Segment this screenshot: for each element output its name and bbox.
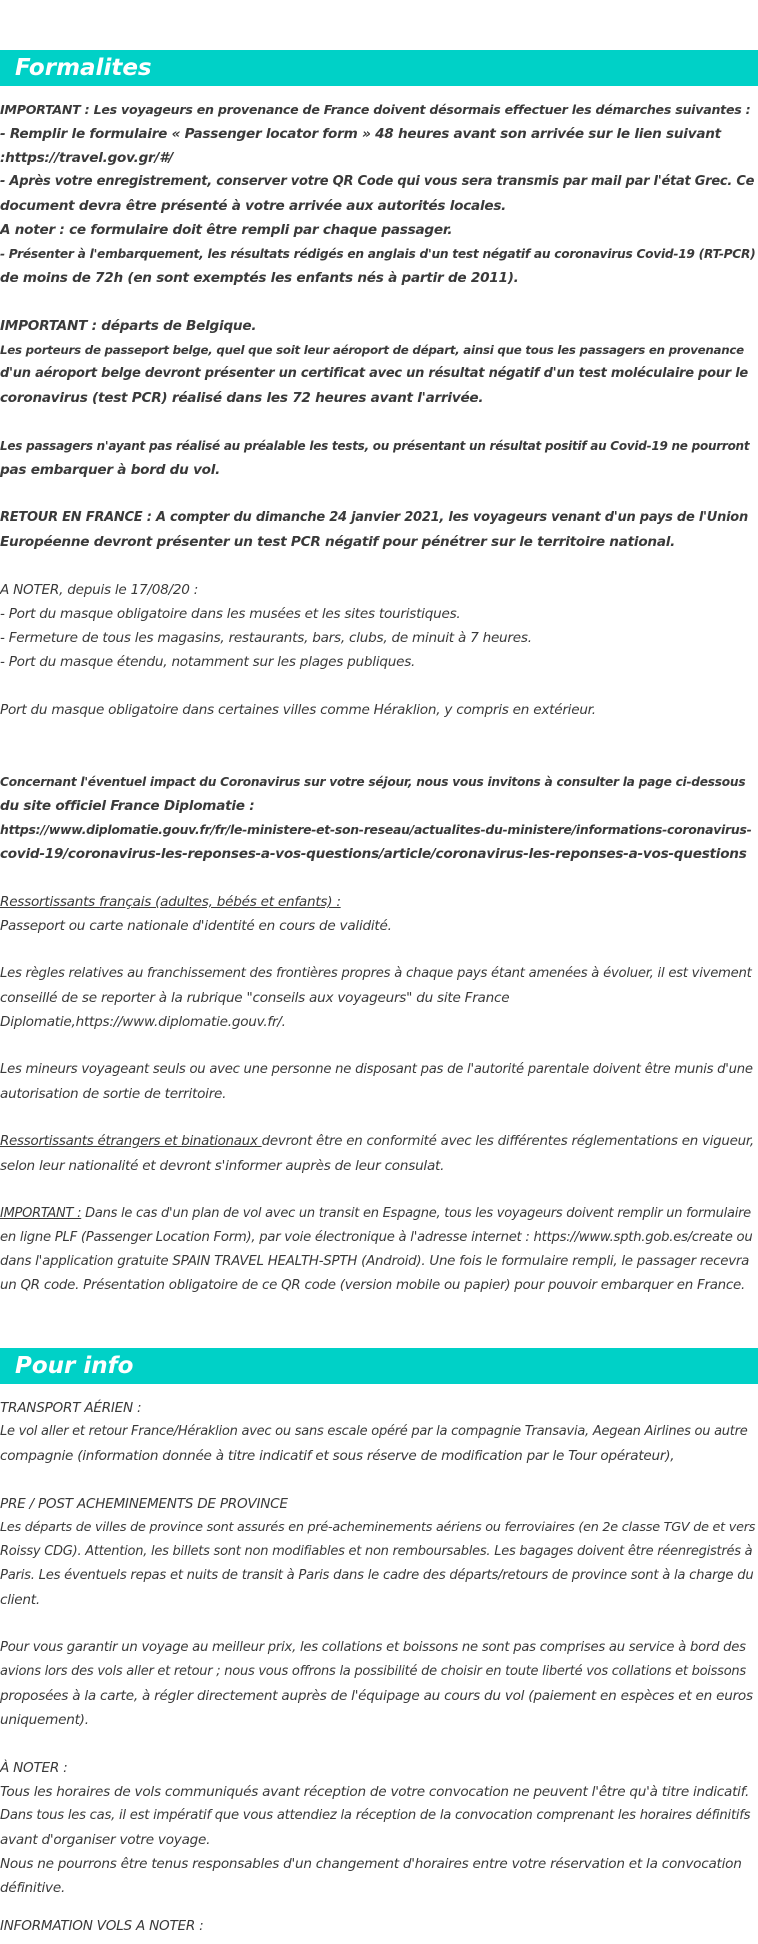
text-segment: devront être en conformité avec les différentes réglementations en vigueur,: [261, 1134, 754, 1149]
text-line: - Port du masque étendu, notamment sur les plages publiques.: [0, 654, 416, 670]
text-line: - Remplir le formulaire « Passenger locator form » 48 heures avant son arrivée sur le lien suivant: [0, 126, 721, 142]
text-line: Les passagers n'ayant pas réalisé au préalable les tests, ou présentant un résultat positif au Covid-19 ne pourront: [0, 439, 750, 453]
paragraph-mask-cities: [0, 698, 756, 722]
paragraph-return-france: [0, 506, 756, 554]
text-line: avions lors des vols aller et retour ; nous vous offrons la possibilité de choisir en toute liberté vos collations et boissons: [0, 1664, 746, 1679]
section-header-formalites: [0, 50, 758, 86]
text-line: d'un aéroport belge devront présenter un certificat avec un résultat négatif d'un test moléculaire pour le: [0, 366, 749, 381]
section-title-formalites: Formalites: [15, 55, 152, 81]
link-diplomatie-coronavirus[interactable]: covid-19/coronavirus-les-reponses-a-vos-questions/article/coronavirus-les-reponses-a-vos-questions: [0, 846, 747, 862]
text-line: avant d'organiser votre voyage.: [0, 1832, 211, 1848]
text-line: IMPORTANT : Les voyageurs en provenance de France doivent désormais effectuer les démarches suivantes :: [0, 102, 751, 117]
text-line: Les mineurs voyageant seuls ou avec une personne ne disposant pas de l'autorité parentale doivent être munis d'une: [0, 1062, 753, 1077]
paragraph-note-since: [0, 578, 756, 674]
text-line: IMPORTANT : départs de Belgique.: [0, 318, 257, 334]
text-line: RETOUR EN FRANCE : A compter du dimanche 24 janvier 2021, les voyageurs venant d'un pays de l'Union: [0, 510, 748, 525]
paragraph-transport: [0, 1396, 756, 1468]
text-line: - Après votre enregistrement, conserver votre QR Code qui vous sera transmis par mail par l'état Grec. Ce: [0, 174, 755, 189]
text-line: client.: [0, 1592, 40, 1608]
paragraph-snacks: [0, 1636, 756, 1732]
text-line: conseillé de se reporter à la rubrique "conseils aux voyageurs" du site France: [0, 990, 510, 1006]
text-line: Européenne devront présenter un test PCR négatif pour pénétrer sur le territoire national.: [0, 534, 676, 550]
text-line: uniquement).: [0, 1712, 89, 1728]
text-line: en ligne PLF (Passenger Location Form), par voie électronique à l'adresse internet : https://www.spth.gob.es/create ou: [0, 1230, 753, 1245]
text-line: Nous ne pourrons être tenus responsables d'un changement d'horaires entre votre réservation et la convocation: [0, 1856, 742, 1872]
text-line: définitive.: [0, 1880, 66, 1896]
section-header-pour-info: [0, 1348, 758, 1384]
text-line: À NOTER :: [0, 1760, 68, 1776]
text-line: Les règles relatives au franchissement des frontières propres à chaque pays étant amenées à évoluer, il est vivement: [0, 966, 752, 981]
heading-french-nationals: Ressortissants français (adultes, bébés et enfants) :: [0, 894, 341, 910]
text-line: de moins de 72h (en sont exemptés les enfants nés à partir de 2011).: [0, 270, 519, 286]
paragraph-belgium: [0, 314, 756, 410]
text-line: Tous les horaires de vols communiqués avant réception de votre convocation ne peuvent l'être qu'à titre indicatif.: [0, 1784, 750, 1800]
paragraph-flights-note: [0, 1914, 756, 1938]
heading-important: IMPORTANT :: [0, 1206, 82, 1221]
text-line: Passeport ou carte nationale d'identité en cours de validité.: [0, 918, 392, 934]
paragraph-province: [0, 1492, 756, 1612]
text-line: Les porteurs de passeport belge, quel que soit leur aéroport de départ, ainsi que tous les passagers en provenance: [0, 343, 744, 357]
text-line: Le vol aller et retour France/Héraklion avec ou sans escale opéré par la compagnie Transavia, Aegean Airlines ou autre: [0, 1424, 748, 1439]
paragraph-diplomatie: [0, 770, 756, 866]
text-line: - Fermeture de tous les magasins, restaurants, bars, clubs, de minuit à 7 heures.: [0, 630, 532, 646]
text-line: Roissy CDG). Attention, les billets sont non modifiables et non remboursables. Les bagages doivent être réenregistrés à: [0, 1544, 753, 1559]
link-diplomatie-coronavirus[interactable]: https://www.diplomatie.gouv.fr/fr/le-ministere-et-son-reseau/actualites-du-ministere/informations-coronavirus-: [0, 822, 752, 837]
text-line: Paris. Les éventuels repas et nuits de transit à Paris dans le cadre des départs/retours de province sont à la charge du: [0, 1568, 754, 1583]
paragraph-border-rules: [0, 962, 756, 1034]
paragraph-france-origin: [0, 98, 756, 290]
text-line: coronavirus (test PCR) réalisé dans les 72 heures avant l'arrivée.: [0, 390, 484, 406]
text-line: INFORMATION VOLS A NOTER :: [0, 1918, 204, 1934]
paragraph-foreign-nationals: [0, 1130, 756, 1178]
paragraph-schedules: [0, 1756, 756, 1900]
text-segment: Dans le cas d'un plan de vol avec un transit en Espagne, tous les voyageurs doivent remplir un formulaire: [81, 1206, 751, 1221]
text-line: compagnie (information donnée à titre indicatif et sous réserve de modification par le Tour opérateur),: [0, 1448, 675, 1464]
text-line: A NOTER, depuis le 17/08/20 :: [0, 582, 199, 598]
paragraph-spain-transit: [0, 1202, 756, 1298]
text-line: pas embarquer à bord du vol.: [0, 462, 221, 478]
text-line: [0, 1202, 756, 1226]
text-line: Concernant l'éventuel impact du Coronavirus sur votre séjour, nous vous invitons à consulter la page ci-dessous: [0, 775, 746, 789]
text-line: - Port du masque obligatoire dans les musées et les sites touristiques.: [0, 606, 461, 622]
text-line: TRANSPORT AÉRIEN :: [0, 1400, 142, 1416]
text-line: selon leur nationalité et devront s'informer auprès de leur consulat.: [0, 1158, 445, 1174]
text-line: A noter : ce formulaire doit être rempli par chaque passager.: [0, 222, 453, 238]
text-line: PRE / POST ACHEMINEMENTS DE PROVINCE: [0, 1496, 288, 1512]
text-line: - Présenter à l'embarquement, les résultats rédigés en anglais d'un test négatif au coronavirus Covid-19 (RT-PCR): [0, 247, 756, 261]
text-line: un QR code. Présentation obligatoire de ce QR code (version mobile ou papier) pour pouvoir embarquer en France.: [0, 1278, 745, 1293]
paragraph-minors: [0, 1058, 756, 1106]
link-travel-gov-gr[interactable]: :https://travel.gov.gr/#/: [0, 150, 174, 166]
text-line: Dans tous les cas, il est impératif que vous attendiez la réception de la convocation comprenant les horaires définitifs: [0, 1808, 751, 1823]
paragraph-french-nationals: [0, 890, 756, 938]
text-line: du site officiel France Diplomatie :: [0, 798, 255, 814]
text-line: [0, 1130, 756, 1154]
text-line: autorisation de sortie de territoire.: [0, 1086, 227, 1102]
heading-foreign-nationals: Ressortissants étrangers et binationaux: [0, 1134, 262, 1149]
section-title-pour-info: Pour info: [15, 1353, 134, 1379]
paragraph-no-test: [0, 434, 756, 482]
text-line: document devra être présenté à votre arrivée aux autorités locales.: [0, 198, 507, 214]
text-line: dans l'application gratuite SPAIN TRAVEL HEALTH-SPTH (Android). Une fois le formulaire rempli, le passager recevra: [0, 1254, 750, 1269]
text-line: Pour vous garantir un voyage au meilleur prix, les collations et boissons ne sont pas comprises au service à bord des: [0, 1640, 746, 1655]
text-line: proposées à la carte, à régler directement auprès de l'équipage au cours du vol (paiement en espèces et en euros: [0, 1688, 753, 1704]
link-diplomatie[interactable]: Diplomatie,https://www.diplomatie.gouv.fr/.: [0, 1014, 286, 1030]
text-line: Port du masque obligatoire dans certaines villes comme Héraklion, y compris en extérieur.: [0, 702, 596, 718]
text-line: Les départs de villes de province sont assurés en pré-acheminements aériens ou ferroviaires (en 2e classe TGV de et vers: [0, 1520, 756, 1535]
